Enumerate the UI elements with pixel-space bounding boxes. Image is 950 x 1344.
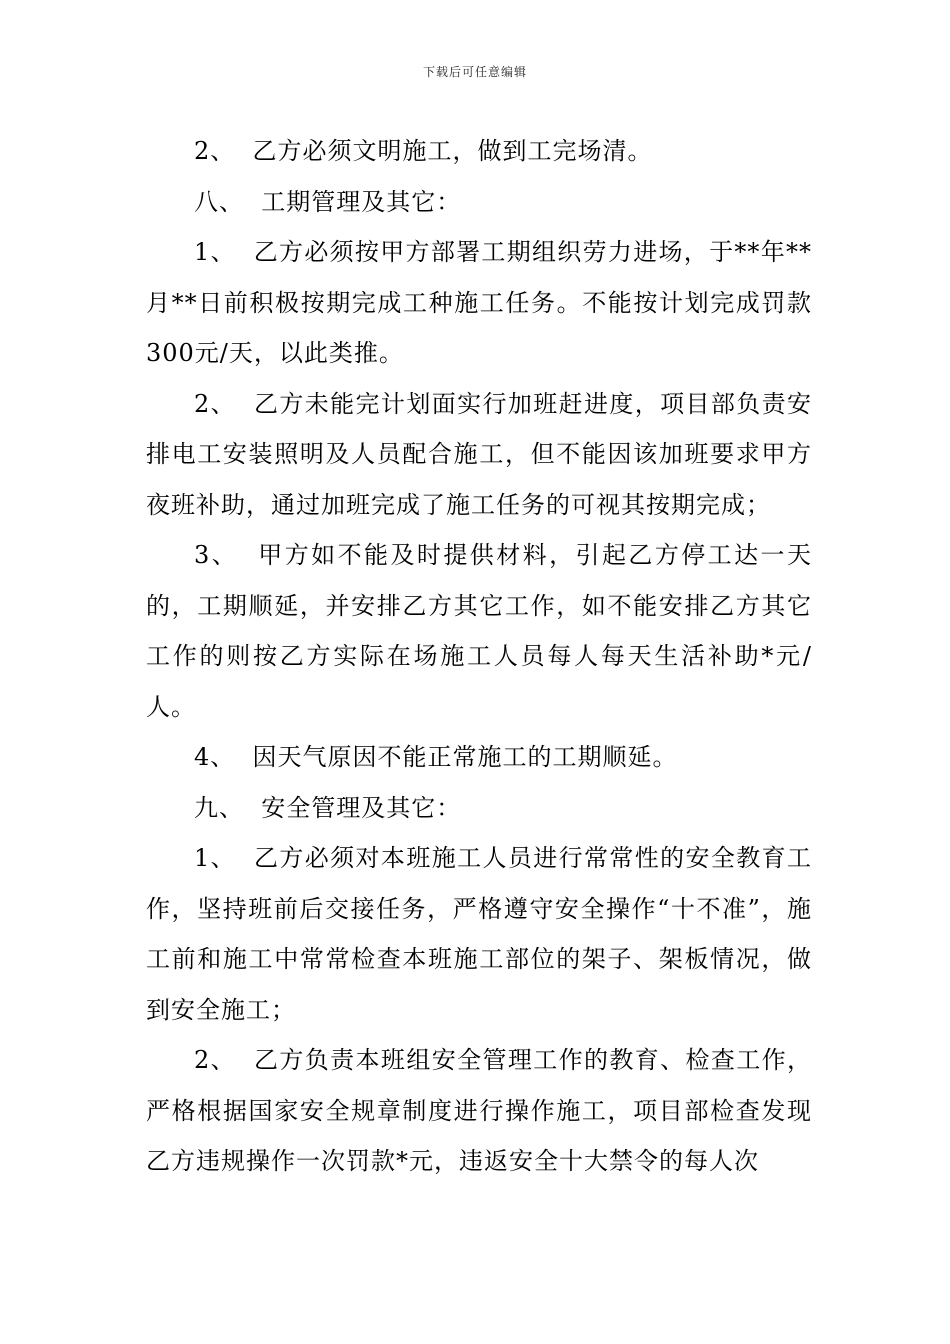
paragraph-civilized-construction: 2、 乙方必须文明施工，做到工完场清。 bbox=[194, 137, 653, 165]
page-header: 下载后可任意编辑 bbox=[422, 65, 527, 79]
paragraph-safety-2: 2、 乙方负责本班组安全管理工作的教育、检查工作，严格根据国家安全规章制度进行操作施工，项目部检查发现乙方违规操作一次罚款*元，违返安全十大禁令的每人次 bbox=[146, 1046, 812, 1175]
paragraph-schedule-2: 2、 乙方未能完计划面实行加班赶进度，项目部负责安排电工安装照明及人员配合施工，但不能因该加班要求甲方夜班补助，通过加班完成了施工任务的可视其按期完成； bbox=[146, 389, 812, 519]
document-body bbox=[146, 126, 812, 1187]
paragraph-schedule-3: 3、 甲方如不能及时提供材料，引起乙方停工达一天的，工期顺延，并安排乙方其它工作，如不能安排乙方其它工作的则按乙方实际在场施工人员每人每天生活补助*元/人。 bbox=[146, 541, 812, 721]
section-heading-safety: 九、 安全管理及其它： bbox=[194, 793, 462, 822]
paragraph-schedule-4: 4、 因天气原因不能正常施工的工期顺延。 bbox=[194, 743, 678, 771]
paragraph-safety-1: 1、 乙方必须对本班施工人员进行常常性的安全教育工作，坚持班前后交接任务，严格遵守安全操作“十不准”，施工前和施工中常常检查本班施工部位的架子、架板情况，做到安全施工； bbox=[146, 844, 812, 1024]
paragraph-schedule-1: 1、 乙方必须按甲方部署工期组织劳力进场，于**年**月**日前积极按期完成工种施工任务。不能按计划完成罚款300元/天，以此类推。 bbox=[146, 238, 812, 367]
section-heading-schedule: 八、 工期管理及其它： bbox=[194, 187, 462, 216]
